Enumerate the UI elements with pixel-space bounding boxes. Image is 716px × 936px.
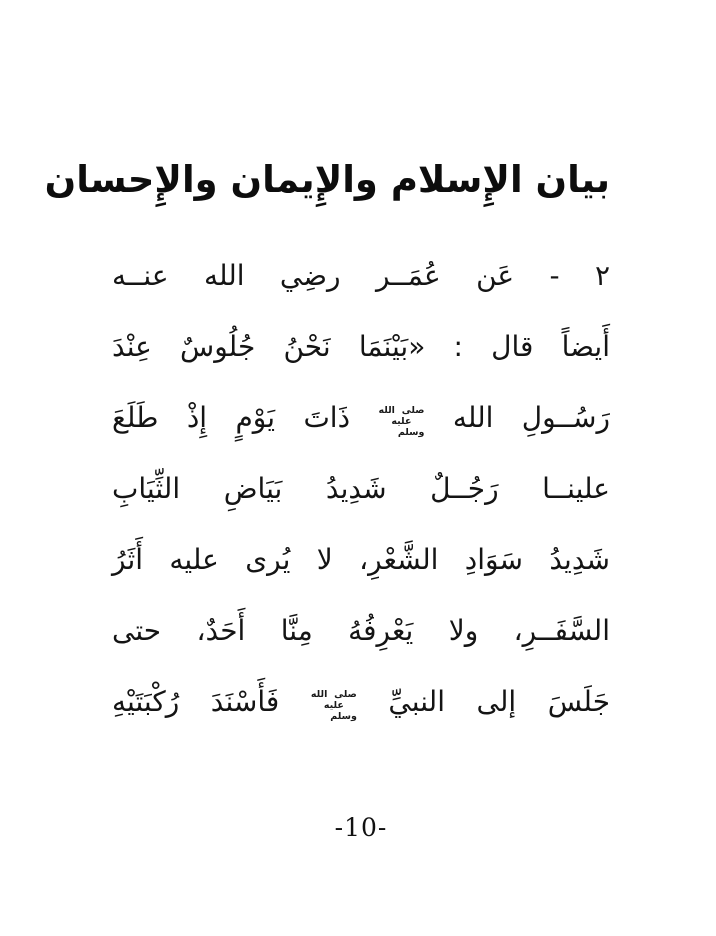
- hadith-line-5: [112, 524, 610, 595]
- hadith-line-text: علينــا رَجُــلٌ شَدِيدُ بَيَاضِ الثِّيَابِ: [112, 472, 610, 505]
- hadith-paragraph: [112, 240, 610, 737]
- hadith-line-text: ذَاتَ يَوْمٍ إِذْ طَلَعَ: [112, 401, 351, 434]
- honorific-bottom-row: عليه وسلم: [323, 700, 357, 722]
- honorific-bottom-row: عليه وسلم: [391, 416, 425, 438]
- hadith-line-6: [112, 595, 610, 666]
- honorific-top-row: صلى الله: [378, 405, 425, 416]
- hadith-line-text: ٢ - عَن عُمَــر رضِي الله عنــه: [112, 259, 610, 292]
- hadith-line-text: أَيضاً قال : «بَيْنَمَا نَحْنُ جُلُوسٌ عِنْدَ: [112, 330, 610, 363]
- hadith-line-2: [112, 311, 610, 382]
- hadith-line-text: فَأَسْنَدَ رُكْبَتَيْهِ: [112, 685, 280, 718]
- chapter-title: بيان الإِسلام والإِيمان والإِحسان: [44, 158, 610, 201]
- sallallahu-alayhi-wasallam-glyph: [378, 405, 424, 438]
- hadith-line-text: جَلَسَ إلى النبيِّ: [388, 685, 610, 718]
- hadith-line-text: شَدِيدُ سَوَادِ الشَّعْرِ، لا يُرى عليه أَثَرُ: [112, 543, 610, 576]
- page-number: -10-: [334, 813, 388, 842]
- hadith-line-text: رَسُــولِ الله: [452, 401, 610, 434]
- sallallahu-alayhi-wasallam-glyph: [311, 689, 357, 722]
- hadith-line-3: [112, 382, 610, 453]
- honorific-top-row: صلى الله: [310, 689, 357, 700]
- hadith-line-4: [112, 453, 610, 524]
- hadith-line-7: [112, 666, 610, 737]
- hadith-line-1: [112, 240, 610, 311]
- hadith-line-text: السَّفَــرِ، ولا يَعْرِفُهُ مِنَّا أَحَدٌ، حتى: [112, 614, 610, 647]
